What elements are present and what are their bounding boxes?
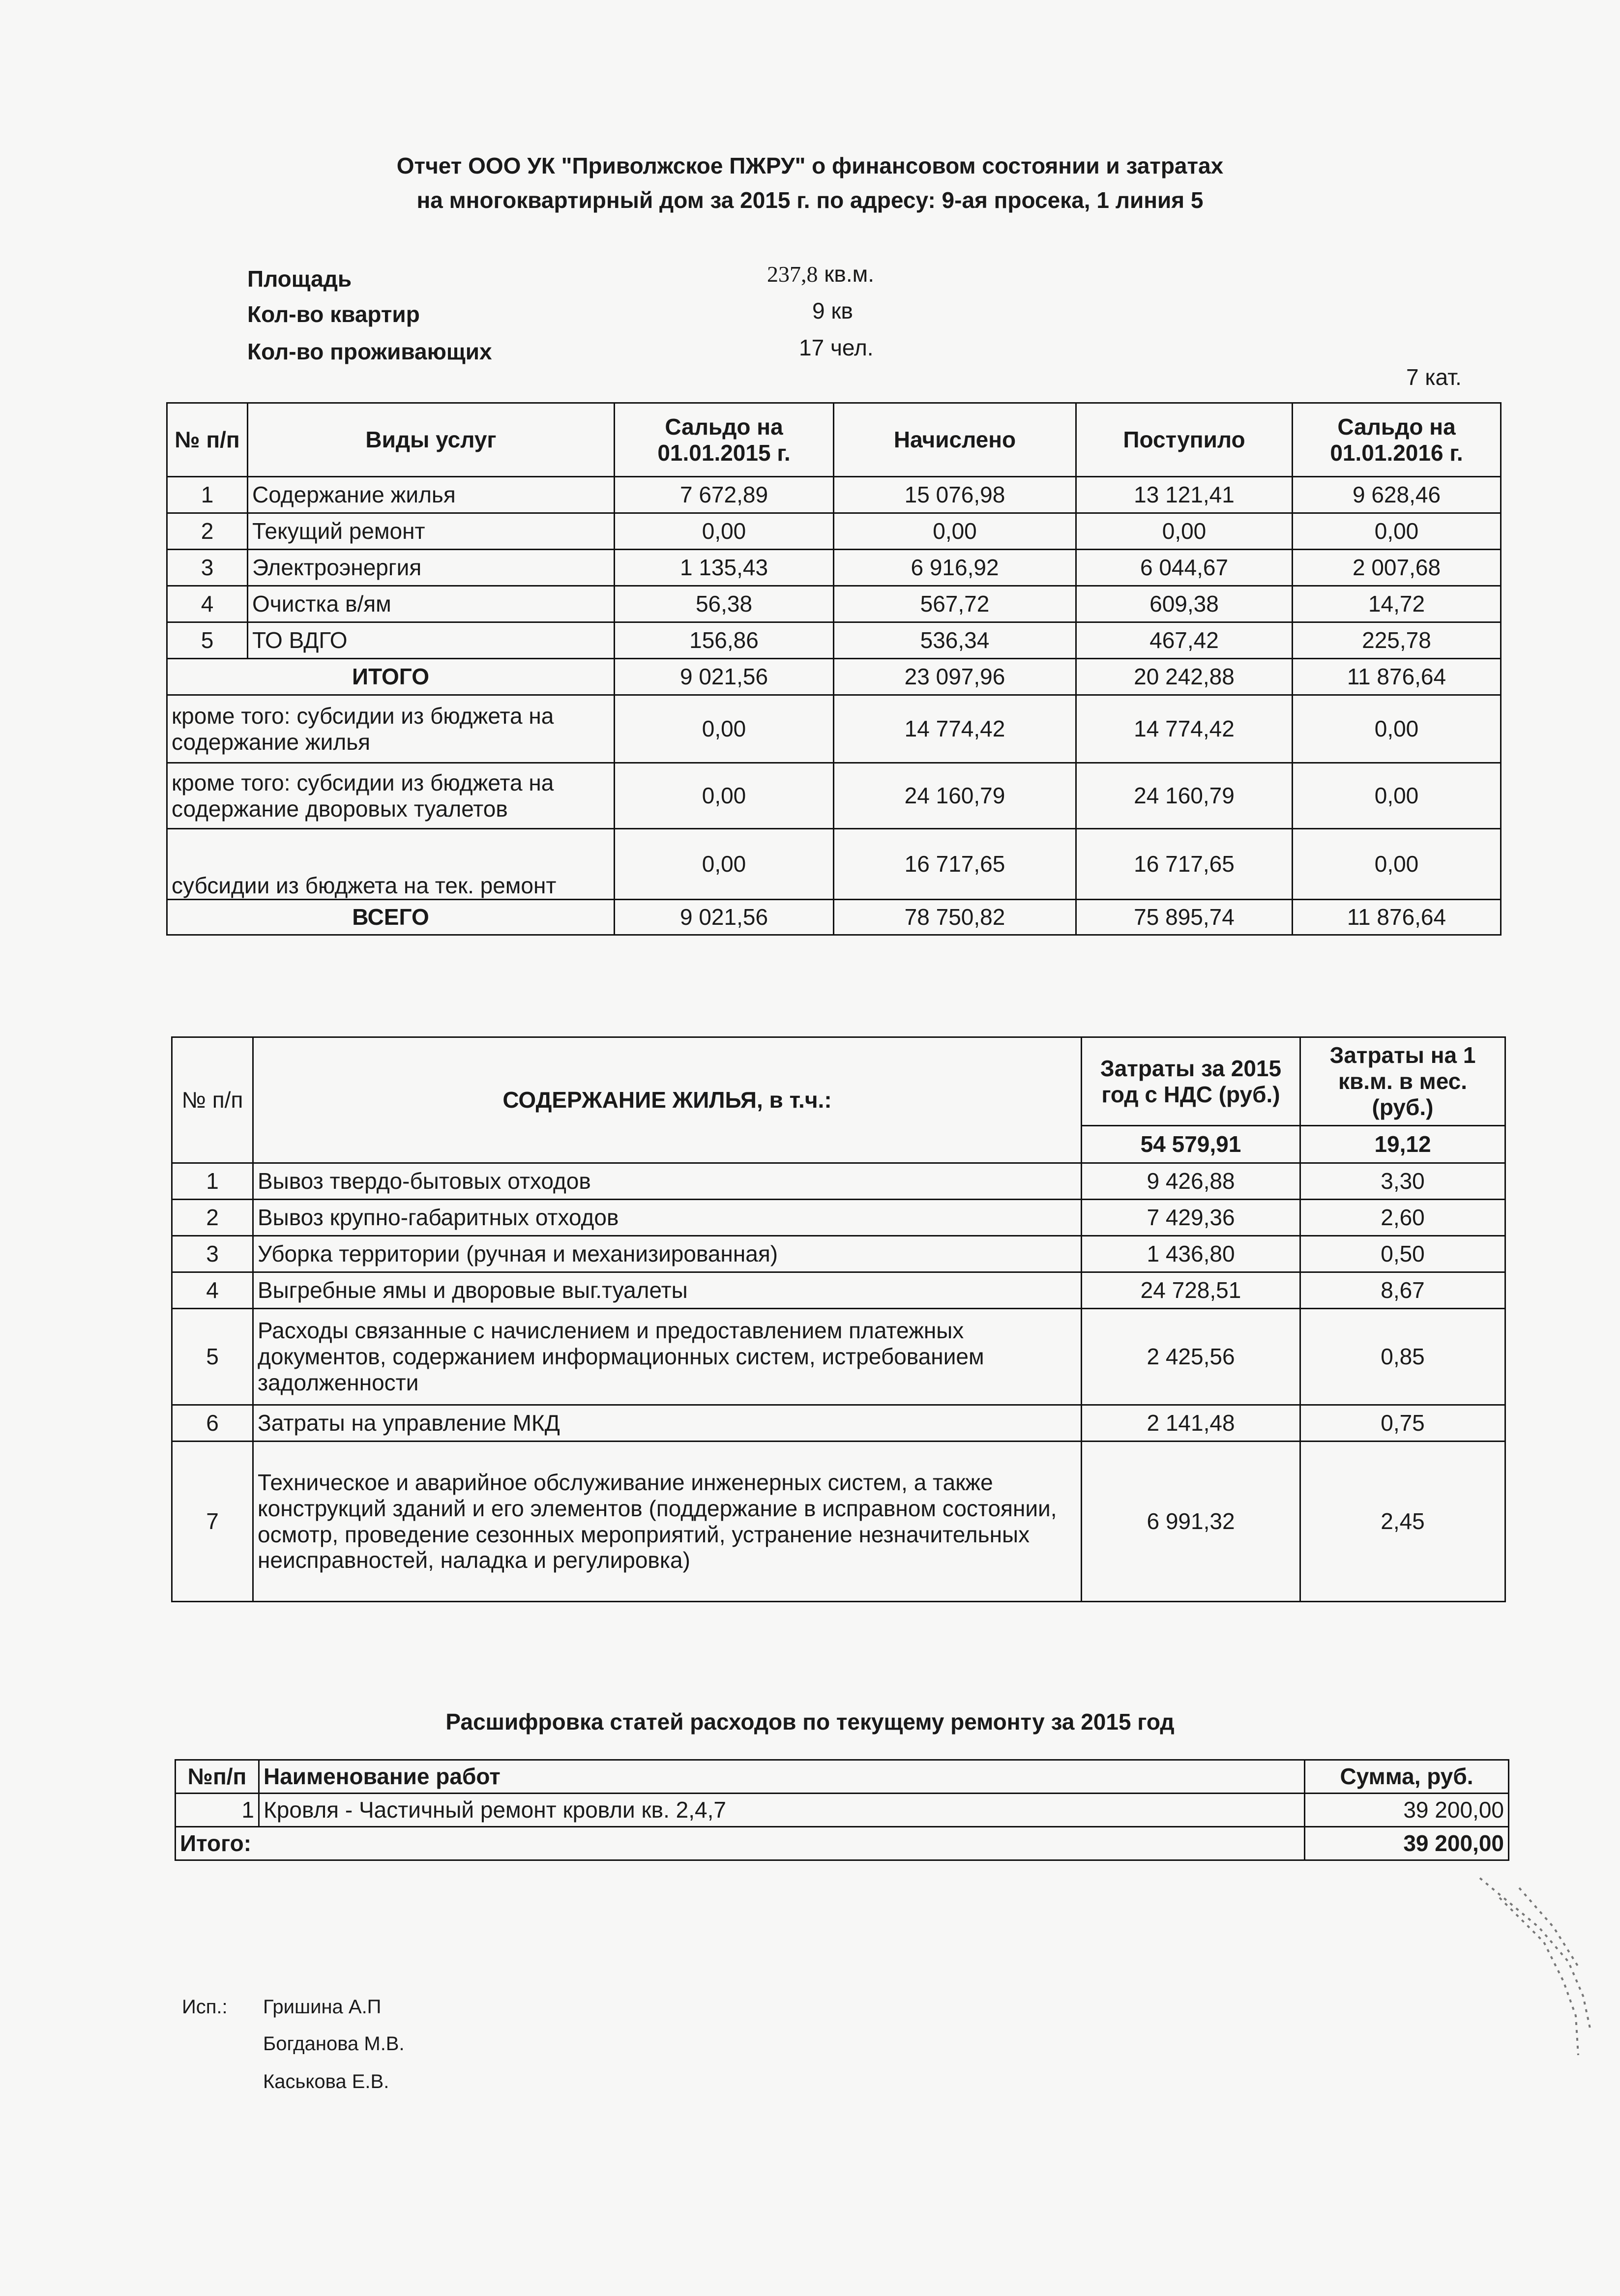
itogo-row (167, 659, 1501, 695)
repair-total-label: Итого: (176, 1827, 1305, 1860)
row-balance-end: 14,72 (1293, 586, 1501, 622)
row-service-name: ТО ВДГО (248, 622, 615, 659)
row-cost-per-m2: 0,50 (1300, 1236, 1505, 1272)
vsego-balance-start: 9 021,56 (615, 900, 834, 935)
table-row (172, 1272, 1505, 1309)
row-balance-start: 7 672,89 (615, 477, 834, 513)
total-cost-year: 54 579,91 (1082, 1126, 1300, 1163)
row-received: 6 044,67 (1076, 550, 1293, 586)
subsidy-balance-start: 0,00 (615, 695, 834, 763)
row-number: 1 (167, 477, 248, 513)
subsidy-accrued: 14 774,42 (834, 695, 1076, 763)
report-title-line-1: Отчет ООО УК "Приволжское ПЖРУ" о финансовом состоянии и затратах (396, 153, 1224, 178)
row-service-name: Текущий ремонт (248, 513, 615, 550)
itogo-balance-start: 9 021,56 (615, 659, 834, 695)
area-number: 237,8 (767, 262, 818, 287)
costs-table (171, 1036, 1506, 1602)
vsego-row (167, 900, 1501, 935)
row-number: 1 (176, 1794, 259, 1827)
itogo-label: ИТОГО (167, 659, 615, 695)
row-cost-name: Вывоз твердо-бытовых отходов (253, 1163, 1082, 1200)
subsidy-received: 24 160,79 (1076, 763, 1293, 829)
row-cost-year: 6 991,32 (1082, 1442, 1300, 1602)
table-row (167, 513, 1501, 550)
row-number: 5 (172, 1309, 253, 1405)
row-cost-per-m2: 0,85 (1300, 1309, 1505, 1405)
header-work-name: Наименование работ (259, 1760, 1305, 1794)
total-cost-per-m2: 19,12 (1300, 1126, 1505, 1163)
table-row (167, 622, 1501, 659)
row-cost-year: 7 429,36 (1082, 1200, 1300, 1236)
table-row (167, 550, 1501, 586)
area-label: Площадь (247, 266, 352, 292)
row-cost-year: 9 426,88 (1082, 1163, 1300, 1200)
table-row (167, 586, 1501, 622)
signature-name-3: Каськова Е.В. (263, 2071, 389, 2092)
itogo-balance-end: 11 876,64 (1293, 659, 1501, 695)
vsego-label: ВСЕГО (167, 900, 615, 935)
header-received: Поступило (1076, 403, 1293, 477)
repair-header-row (176, 1760, 1509, 1794)
header-cost-year: Затраты за 2015 год с НДС (руб.) (1082, 1037, 1300, 1126)
row-number: 5 (167, 622, 248, 659)
row-accrued: 15 076,98 (834, 477, 1076, 513)
row-service-name: Электроэнергия (248, 550, 615, 586)
residents-value: 17 чел. (799, 335, 874, 360)
subsidy-balance-end: 0,00 (1293, 829, 1501, 900)
table-row (176, 1794, 1509, 1827)
subsidy-balance-start: 0,00 (615, 763, 834, 829)
row-received: 609,38 (1076, 586, 1293, 622)
row-number: 3 (167, 550, 248, 586)
row-number: 4 (167, 586, 248, 622)
row-balance-end: 9 628,46 (1293, 477, 1501, 513)
flats-label: Кол-во квартир (247, 301, 420, 327)
subsidy-name: кроме того: субсидии из бюджета на содержание жилья (167, 695, 615, 763)
repair-total-row (176, 1827, 1509, 1860)
row-number: 4 (172, 1272, 253, 1309)
services-header-row (167, 403, 1501, 477)
row-balance-end: 225,78 (1293, 622, 1501, 659)
subsidy-balance-start: 0,00 (615, 829, 834, 900)
subsidy-received: 16 717,65 (1076, 829, 1293, 900)
row-cost-year: 24 728,51 (1082, 1272, 1300, 1309)
row-cost-per-m2: 2,45 (1300, 1442, 1505, 1602)
repair-total-sum: 39 200,00 (1305, 1827, 1509, 1860)
row-cost-name: Выгребные ямы и дворовые выг.туалеты (253, 1272, 1082, 1309)
stamp-scribble-mark (1470, 1868, 1598, 2075)
row-accrued: 6 916,92 (834, 550, 1076, 586)
subsidy-received: 14 774,42 (1076, 695, 1293, 763)
flats-value: 9 кв (812, 298, 853, 324)
row-sum: 39 200,00 (1305, 1794, 1509, 1827)
table-row (172, 1442, 1505, 1602)
subsidy-row (167, 695, 1501, 763)
signature-label: Исп.: (182, 1996, 228, 2018)
row-cost-year: 2 425,56 (1082, 1309, 1300, 1405)
row-cost-per-m2: 3,30 (1300, 1163, 1505, 1200)
header-number: № п/п (172, 1037, 253, 1163)
table-row (167, 477, 1501, 513)
subsidy-balance-end: 0,00 (1293, 763, 1501, 829)
itogo-received: 20 242,88 (1076, 659, 1293, 695)
row-balance-end: 2 007,68 (1293, 550, 1501, 586)
row-number: 7 (172, 1442, 253, 1602)
row-cost-per-m2: 8,67 (1300, 1272, 1505, 1309)
subsidy-name: кроме того: субсидии из бюджета на содержание дворовых туалетов (167, 763, 615, 829)
row-accrued: 0,00 (834, 513, 1076, 550)
table-row (172, 1200, 1505, 1236)
header-sum: Сумма, руб. (1305, 1760, 1509, 1794)
row-number: 3 (172, 1236, 253, 1272)
row-cost-name: Уборка территории (ручная и механизированная) (253, 1236, 1082, 1272)
row-cost-year: 1 436,80 (1082, 1236, 1300, 1272)
report-title-line-2: на многоквартирный дом за 2015 г. по адресу: 9-ая просека, 1 линия 5 (416, 187, 1204, 213)
row-cost-name: Затраты на управление МКД (253, 1405, 1082, 1442)
residents-label: Кол-во проживающих (247, 339, 492, 364)
row-service-name: Содержание жилья (248, 477, 615, 513)
row-balance-start: 0,00 (615, 513, 834, 550)
row-service-name: Очистка в/ям (248, 586, 615, 622)
header-number: № п/п (167, 403, 248, 477)
subsidy-accrued: 24 160,79 (834, 763, 1076, 829)
header-housing-maintenance: СОДЕРЖАНИЕ ЖИЛЬЯ, в т.ч.: (253, 1037, 1082, 1163)
row-received: 13 121,41 (1076, 477, 1293, 513)
row-accrued: 567,72 (834, 586, 1076, 622)
row-number: 6 (172, 1405, 253, 1442)
row-cost-per-m2: 0,75 (1300, 1405, 1505, 1442)
row-balance-start: 56,38 (615, 586, 834, 622)
row-number: 2 (172, 1200, 253, 1236)
subsidy-accrued: 16 717,65 (834, 829, 1076, 900)
row-cost-per-m2: 2,60 (1300, 1200, 1505, 1236)
signature-name-1: Гришина А.П (263, 1996, 382, 2018)
subsidy-row (167, 829, 1501, 900)
row-balance-end: 0,00 (1293, 513, 1501, 550)
header-balance-end: Сальдо на 01.01.2016 г. (1293, 403, 1501, 477)
repair-table (175, 1759, 1509, 1861)
header-accrued: Начислено (834, 403, 1076, 477)
row-cost-year: 2 141,48 (1082, 1405, 1300, 1442)
row-number: 1 (172, 1163, 253, 1200)
vsego-balance-end: 11 876,64 (1293, 900, 1501, 935)
table-row (172, 1405, 1505, 1442)
area-value (767, 261, 874, 287)
row-received: 0,00 (1076, 513, 1293, 550)
row-cost-name: Техническое и аварийное обслуживание инженерных систем, а также конструкций зданий и его элементов (поддержание в исправном состоянии, осмотр, проведение сезонных мероприятий, устранение незначительных неисправностей, наладка и регулировка) (253, 1442, 1082, 1602)
category-label: 7 кат. (1406, 364, 1462, 390)
vsego-accrued: 78 750,82 (834, 900, 1076, 935)
costs-header-row (172, 1037, 1505, 1126)
itogo-accrued: 23 097,96 (834, 659, 1076, 695)
row-cost-name: Вывоз крупно-габаритных отходов (253, 1200, 1082, 1236)
header-cost-per-m2: Затраты на 1 кв.м. в мес. (руб.) (1300, 1037, 1505, 1126)
row-accrued: 536,34 (834, 622, 1076, 659)
row-work-name: Кровля - Частичный ремонт кровли кв. 2,4,7 (259, 1794, 1305, 1827)
header-service-type: Виды услуг (248, 403, 615, 477)
area-unit: кв.м. (824, 261, 875, 287)
row-balance-start: 156,86 (615, 622, 834, 659)
subsidy-balance-end: 0,00 (1293, 695, 1501, 763)
vsego-received: 75 895,74 (1076, 900, 1293, 935)
signature-name-2: Богданова М.В. (263, 2033, 405, 2055)
repair-title: Расшифровка статей расходов по текущему ремонту за 2015 год (445, 1709, 1175, 1735)
row-balance-start: 1 135,43 (615, 550, 834, 586)
header-balance-start: Сальдо на 01.01.2015 г. (615, 403, 834, 477)
services-table (166, 402, 1502, 936)
subsidy-name: субсидии из бюджета на тек. ремонт (167, 829, 615, 900)
row-number: 2 (167, 513, 248, 550)
table-row (172, 1309, 1505, 1405)
header-number: №п/п (176, 1760, 259, 1794)
table-row (172, 1163, 1505, 1200)
table-row (172, 1236, 1505, 1272)
row-cost-name: Расходы связанные с начислением и предоставлением платежных документов, содержанием информационных систем, истребованием задолженности (253, 1309, 1082, 1405)
row-received: 467,42 (1076, 622, 1293, 659)
subsidy-row (167, 763, 1501, 829)
